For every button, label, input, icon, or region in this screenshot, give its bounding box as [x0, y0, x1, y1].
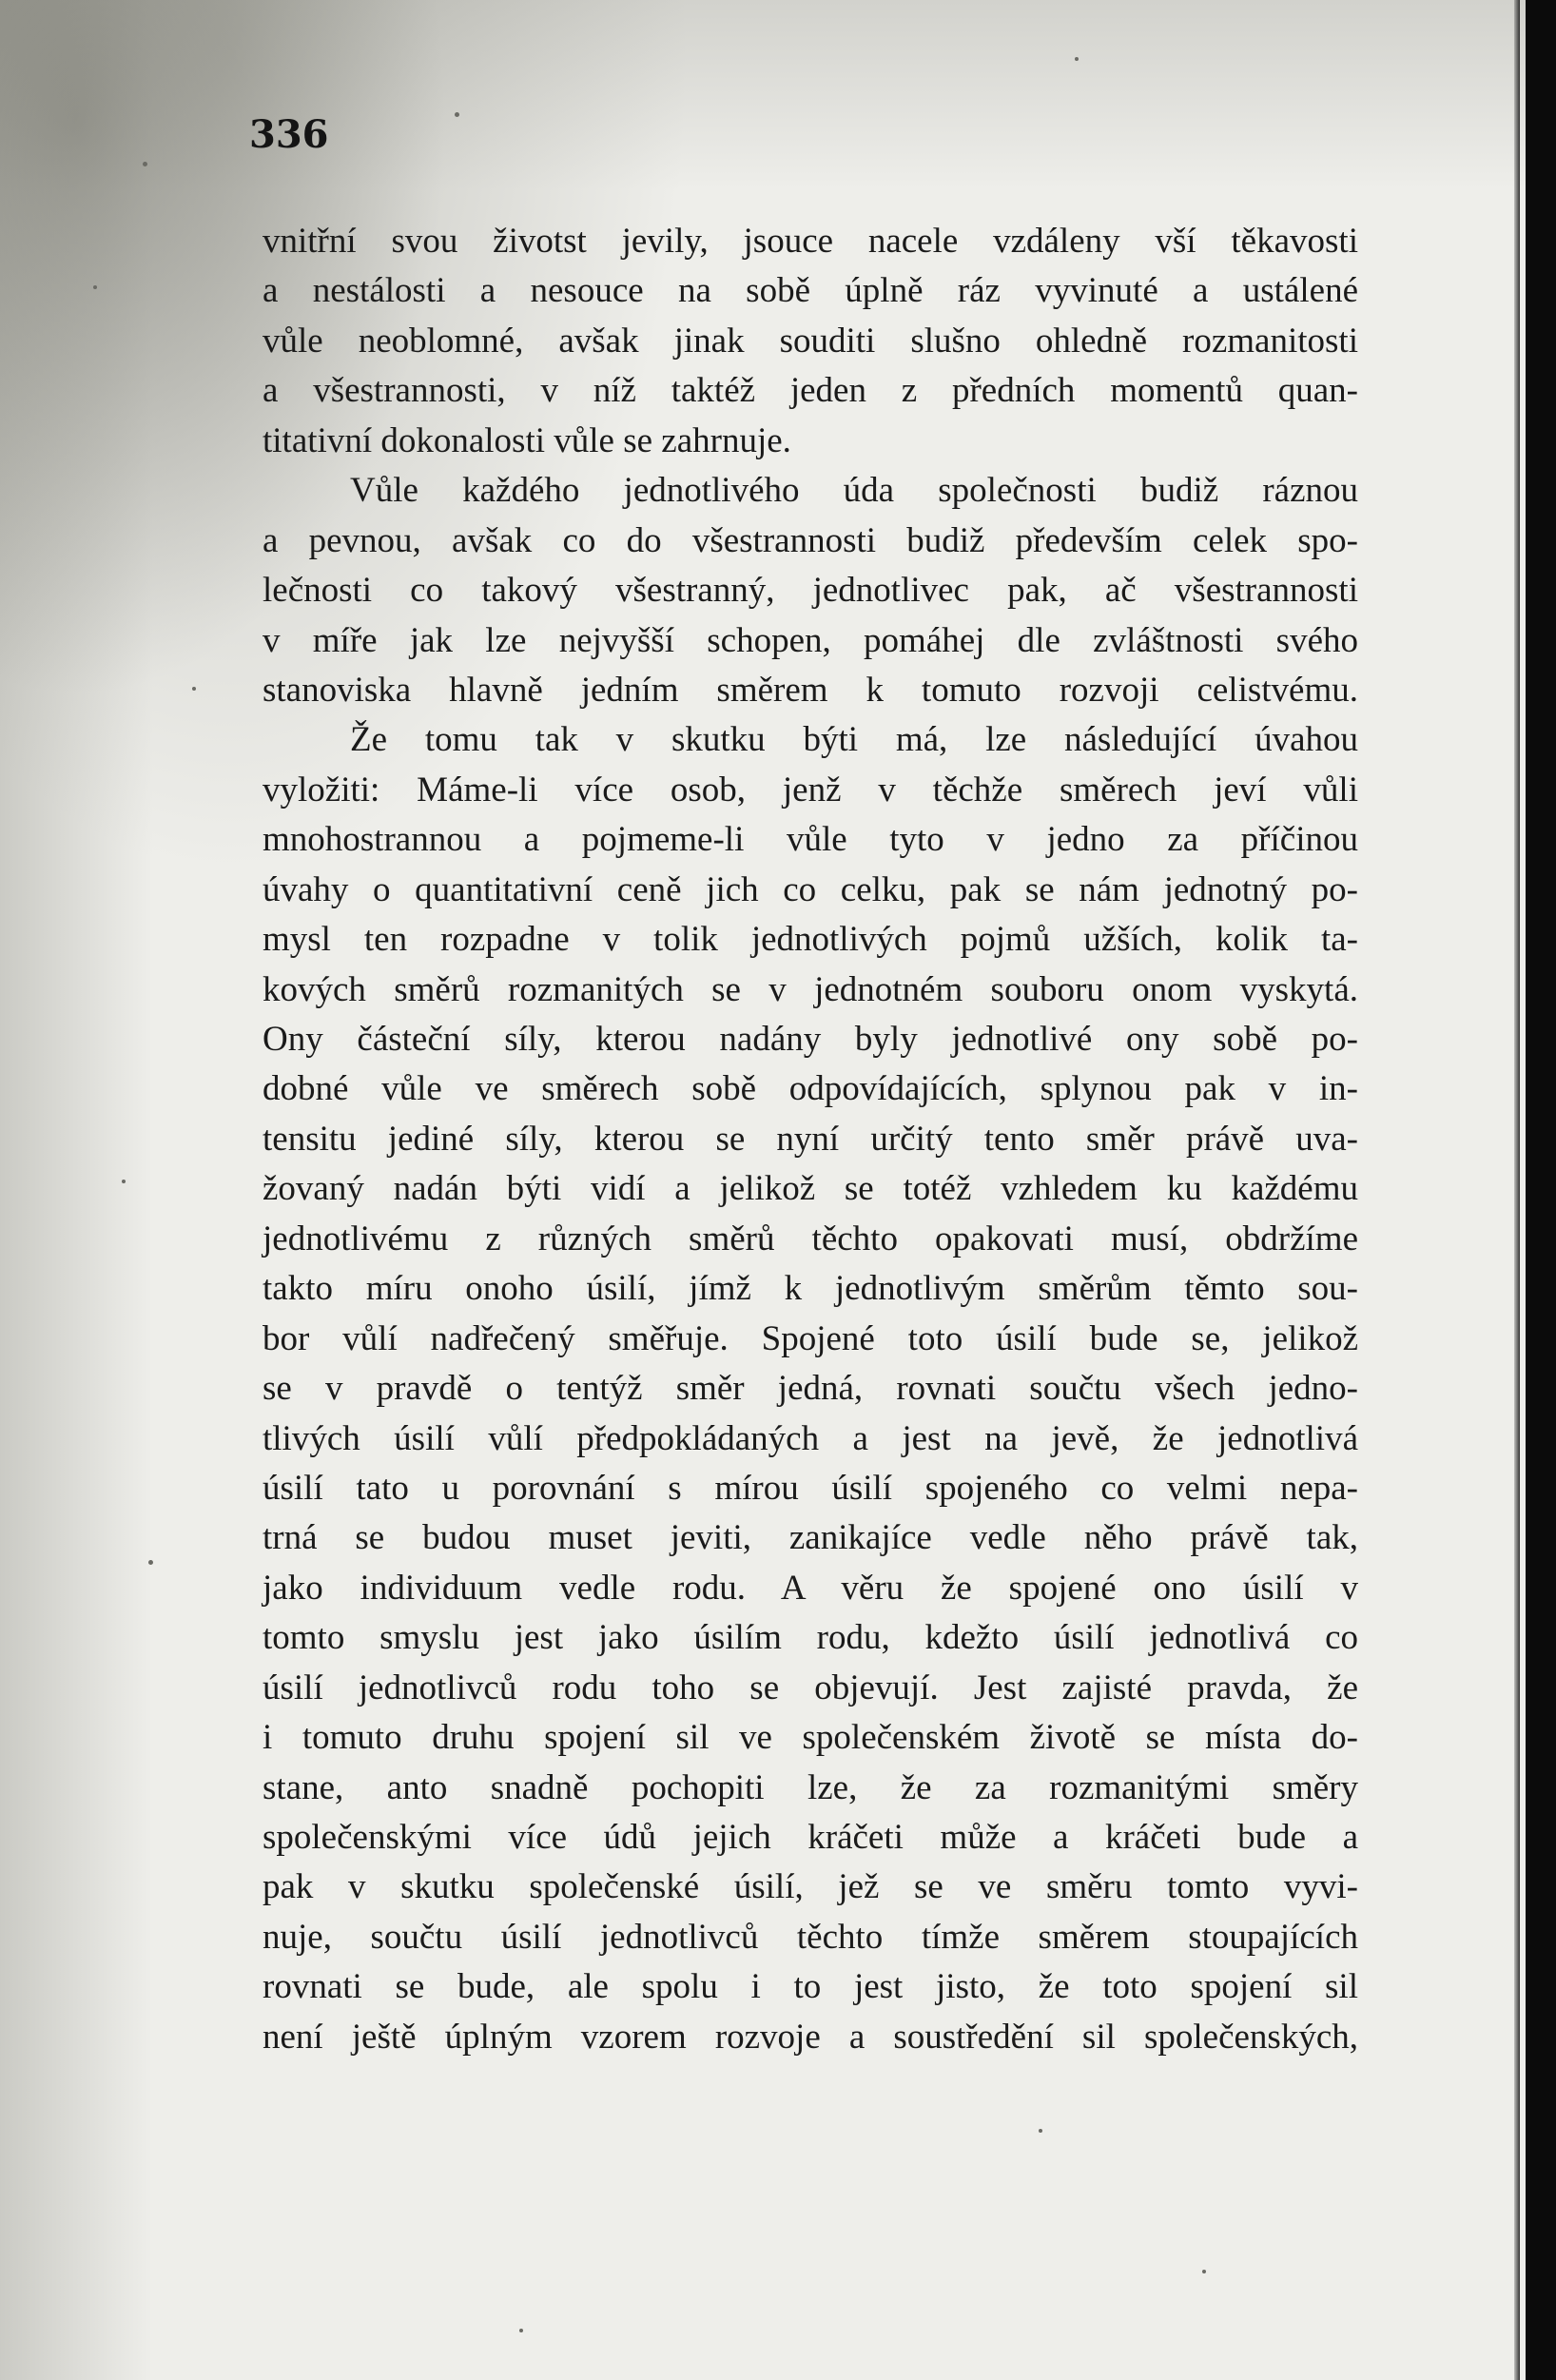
text-line: mysl ten rozpadne v tolik jednotlivých pojmů užších, kolik ta-: [263, 920, 1358, 960]
text-line: dobné vůle ve směrech sobě odpovídajících, splynou pak v in-: [263, 1069, 1358, 1109]
page-edge-shadow: [1514, 0, 1520, 2380]
text-line: titativní dokonalosti vůle se zahrnuje.: [263, 420, 791, 460]
text-line: rovnati se bude, ale spolu i to jest jisto, že toto spojení sil: [263, 1967, 1358, 2007]
text-line: v míře jak lze nejvyšší schopen, pomáhej dle zvláštnosti svého: [263, 620, 1358, 660]
text-line: jako individuum vedle rodu. A věru že spojené ono úsilí v: [263, 1568, 1358, 1608]
text-line: a nestálosti a nesouce na sobě úplně ráz vyvinuté a ustálené: [263, 271, 1358, 311]
body-text: [263, 217, 1358, 2062]
dust-speck: [1075, 57, 1079, 61]
text-line: a všestrannosti, v níž taktéž jeden z předních momentů quan-: [263, 371, 1358, 411]
text-line: Vůle každého jednotlivého úda společnosti budiž ráznou: [350, 471, 1358, 511]
text-line: se v pravdě o tentýž směr jedná, rovnati součtu všech jedno-: [263, 1369, 1358, 1409]
text-line: žovaný nadán býti vidí a jelikož se totéž vzhledem ku každému: [263, 1169, 1358, 1209]
text-line: Ony částeční síly, kterou nadány byly jednotlivé ony sobě po-: [263, 1020, 1358, 1059]
dust-speck: [93, 285, 97, 289]
text-line: společenskými více údů jejich kráčeti může a kráčeti bude a: [263, 1818, 1358, 1857]
text-line: úsilí tato u porovnání s mírou úsilí spojeného co velmi nepa-: [263, 1468, 1358, 1508]
text-line: úsilí jednotlivců rodu toho se objevují. Jest zajisté pravda, že: [263, 1668, 1358, 1707]
dust-speck: [143, 162, 147, 166]
text-line: vůle neoblomné, avšak jinak souditi slušno ohledně rozmanitosti: [263, 321, 1358, 361]
dust-speck: [455, 112, 459, 117]
dust-speck: [1202, 2270, 1206, 2273]
text-line: mnohostrannou a pojmeme-li vůle tyto v jedno za příčinou: [263, 820, 1358, 860]
text-line: stanoviska hlavně jedním směrem k tomuto rozvoji celistvému.: [263, 670, 1358, 710]
text-line: není ještě úplným vzorem rozvoje a soustředění sil společenských,: [263, 2017, 1358, 2057]
text-line: pak v skutku společenské úsilí, jež se ve směru tomto vyvi-: [263, 1867, 1358, 1907]
text-line: tensitu jediné síly, kterou se nyní určitý tento směr právě uva-: [263, 1119, 1358, 1159]
dust-speck: [192, 687, 196, 691]
text-line: kových směrů rozmanitých se v jednotném souboru onom vyskytá.: [263, 969, 1358, 1009]
text-line: Že tomu tak v skutku býti má, lze následující úvahou: [350, 720, 1358, 760]
scan-border: [1526, 0, 1556, 2380]
text-line: i tomuto druhu spojení sil ve společenském životě se místa do-: [263, 1718, 1358, 1758]
text-line: nuje, součtu úsilí jednotlivců těchto tímže směrem stoupajících: [263, 1917, 1358, 1957]
text-line: takto míru onoho úsilí, jímž k jednotlivým směrům těmto sou-: [263, 1269, 1358, 1309]
dust-speck: [519, 2329, 523, 2332]
text-line: vnitřní svou životst jevily, jsouce nacele vzdáleny vší těkavosti: [263, 222, 1358, 261]
page-number: 336: [249, 112, 329, 157]
dust-speck: [148, 1560, 153, 1565]
text-line: tlivých úsilí vůlí předpokládaných a jest na jevě, že jednotlivá: [263, 1418, 1358, 1458]
text-line: jednotlivému z různých směrů těchto opakovati musí, obdržíme: [263, 1219, 1358, 1258]
text-line: trná se budou muset jeviti, zanikajíce vedle něho právě tak,: [263, 1518, 1358, 1558]
text-line: a pevnou, avšak co do všestrannosti budiž především celek spo-: [263, 520, 1358, 560]
text-line: lečnosti co takový všestranný, jednotlivec pak, ač všestrannosti: [263, 571, 1358, 611]
dust-speck: [1039, 2129, 1042, 2133]
text-line: tomto smyslu jest jako úsilím rodu, kdežto úsilí jednotlivá co: [263, 1618, 1358, 1658]
text-line: bor vůlí nadřečený směřuje. Spojené toto úsilí bude se, jelikož: [263, 1318, 1358, 1358]
text-line: úvahy o quantitativní ceně jich co celku, pak se nám jednotný po-: [263, 869, 1358, 909]
text-line: vyložiti: Máme-li více osob, jenž v těchže směrech jeví vůli: [263, 770, 1358, 810]
text-line: stane, anto snadně pochopiti lze, že za rozmanitými směry: [263, 1767, 1358, 1807]
dust-speck: [122, 1180, 126, 1183]
